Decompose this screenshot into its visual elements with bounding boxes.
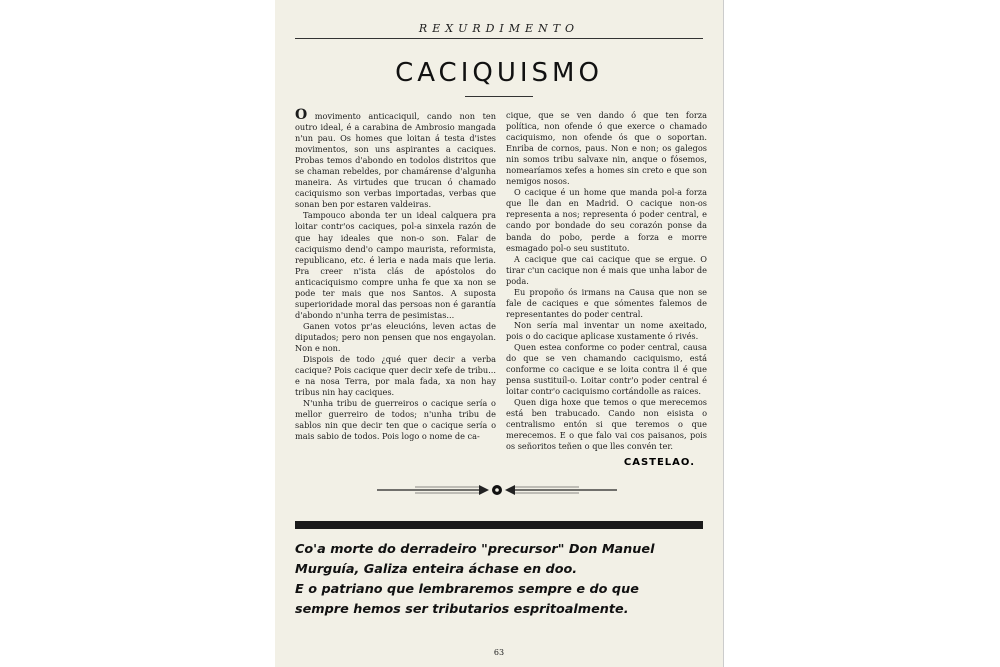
article-title: CACIQUISMO	[395, 58, 603, 88]
paragraph: N'unha tribu de guerreiros o cacique sería o mellor guerreiro de todos; n'unha tribu de sablos nin que decir ten que o cacique sería o mais sabio de todos. Pois logo o nome de ca-	[295, 398, 496, 442]
paragraph: Dispois de todo ¿qué quer decir a verba cacique? Pois cacique quer decir xefe de tribu... e na nosa Terra, por mala fada, xa non hay tribus nin hay caciques.	[295, 354, 496, 398]
running-header: REXURDIMENTO	[418, 22, 580, 35]
paragraph: O movimento anticaciquil, cando non ten outro ideal, é a carabina de Ambrosio mangada n'un pau. Os homes que loitan á testa d'istes movimentos, son uns aspirantes a caciques. Probas temos d'abondo en todolos distritos que se chaman rebeldes, por chamárense d'algunha maneira. As virtudes que trucan ó chamado caciquismo son verbas importadas, verbas que sonan ben por estaren valdeiras.	[295, 107, 496, 210]
paragraph: Tampouco abonda ter un ideal calquera pra loitar contr'os caciques, pol-a sinxela razón de que hay ideales que non-o son. Falar de caciquismo dend'o campo maurista, reformista, republicano, etc. é leria e nada mais que leria. Pra creer n'ista clás de apóstolos do anticaciquismo compre unha fe que xa non se pode ter mais que nos Santos. A suposta superioridade moral das persoas non é garantía d'abondo n'unha terra de pesimistas...	[295, 210, 496, 320]
paragraph: Quen diga hoxe que temos o que merecemos está ben trabucado. Cando non eisista o centralismo entón si que teremos o que merecemos. E o que falo vai cos paisanos, pois os señoritos teñen o que lles convén ter.	[506, 397, 707, 452]
paragraph: Ganen votos pr'as eleucións, leven actas de diputados; pero non pensen que nos engayolan. Non e non.	[295, 320, 496, 353]
paragraph: Quen estea conforme co poder central, causa do que se ven chamando caciquismo, está conforme co cacique e se loita contra il é que pensa sustituíl-o. Loitar contr'o poder central é loitar contr'o caciquismo cortándolle as raices.	[506, 341, 707, 397]
article-column-left	[295, 107, 496, 442]
paragraph: Non sería mal inventar un nome axeitado, pois o do cacique aplicase xustamente ó rivés.	[506, 319, 707, 341]
paragraph: A cacique que cai cacique que se ergue. O tirar c'un cacique non é mais que unha labor de poda.	[506, 253, 707, 286]
notice-line: sempre hemos ser tributarios espritoalmente.	[295, 602, 629, 617]
page-number: 63	[493, 648, 505, 657]
paragraph: cique, que se ven dando ó que ten forza política, non ofende ó que exerce o chamado caciquismo, non ofende ós que o soportan. Enriba de cornos, paus. Non e non; os galegos nin somos tribu salvaxe nin, anque o fósemos, nomearíamos xefes a homes sin creto e que son nemigos nosos.	[506, 110, 707, 187]
mourning-bar	[295, 521, 703, 529]
title-underline	[465, 96, 533, 97]
notice-line: Co'a morte do derradeiro "precursor" Don Manuel	[295, 542, 655, 557]
ornament-divider	[375, 482, 619, 498]
paragraph: Eu propoño ós irmans na Causa que non se fale de caciques e que sómentes falemos de representantes do poder central.	[506, 286, 707, 319]
article-column-right	[506, 110, 707, 452]
magazine-page	[275, 0, 723, 667]
header-rule	[295, 38, 703, 39]
paragraph: O cacique é un home que manda pol-a forza que lle dan en Madrid. O cacique non-os representa a nos; representa ó poder central, e cando por bondade do seu corazón ponse da banda do pobo, perde a forza e morre esmagado pol-o seu sustituto.	[506, 187, 707, 253]
notice-line: E o patriano que lembraremos sempre e do que	[295, 582, 639, 597]
notice-line: Murguía, Galiza enteira áchase en doo.	[295, 562, 578, 577]
page-edge	[723, 0, 724, 667]
drop-cap: O	[295, 107, 308, 123]
obituary-notice	[295, 540, 703, 620]
author-signature: CASTELAO.	[623, 457, 695, 468]
